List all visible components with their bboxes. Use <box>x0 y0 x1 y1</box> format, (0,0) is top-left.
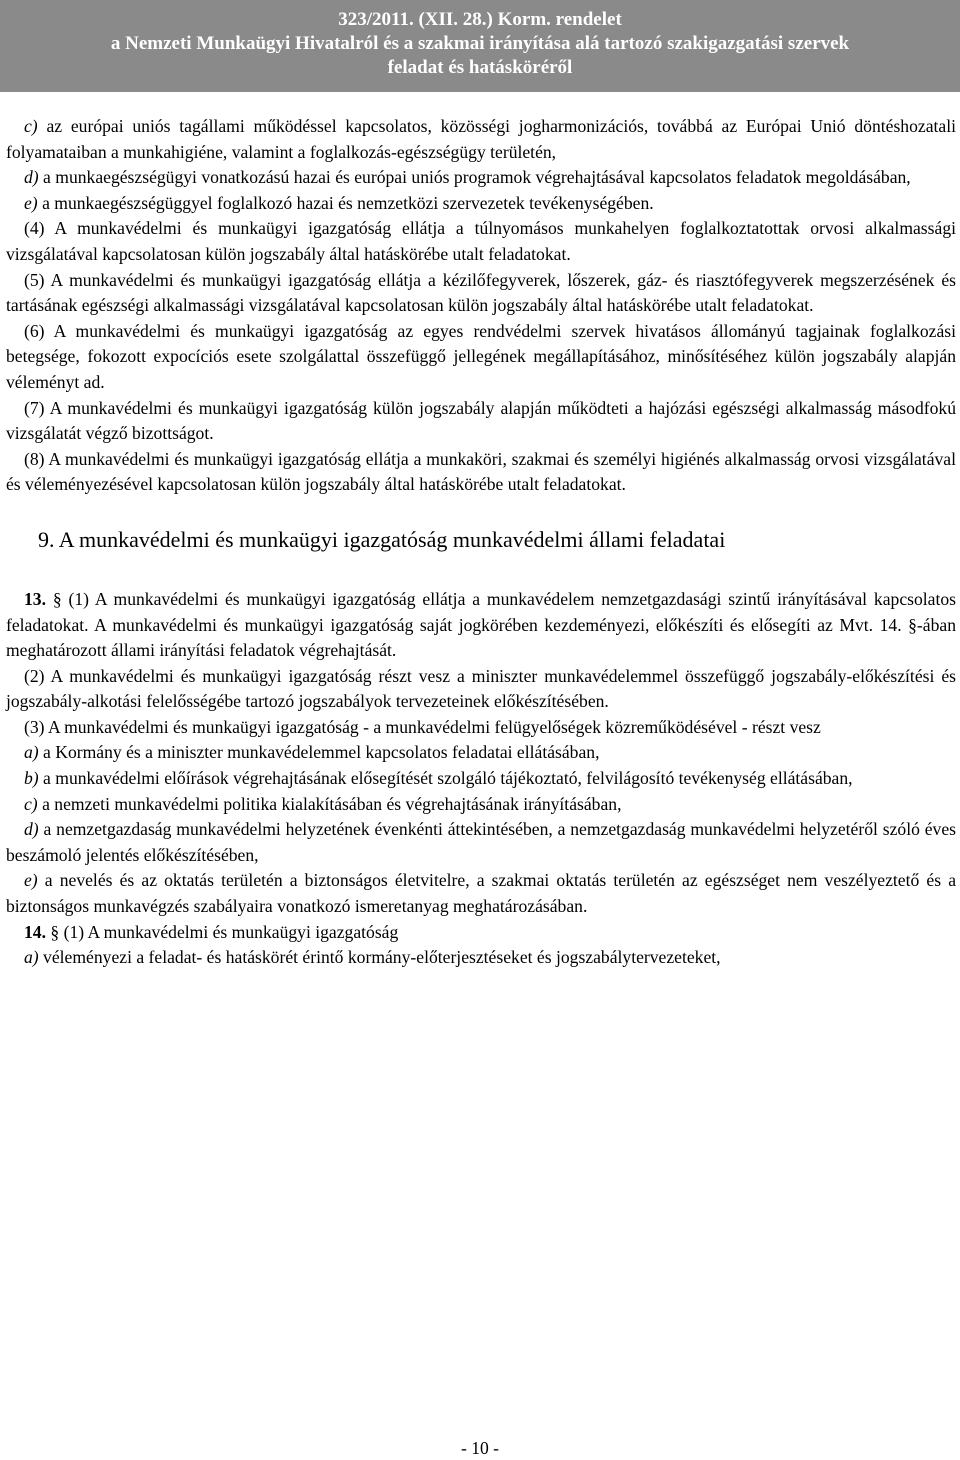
item-label: e) <box>24 870 38 891</box>
header-line-1: 323/2011. (XII. 28.) Korm. rendelet <box>338 9 622 30</box>
paragraph-c <box>6 114 956 165</box>
item-text: a munkaegészségügyi vonatkozású hazai és európai uniós programok végrehajtásával kapcsolatos feladatok megoldásában, <box>38 167 911 188</box>
paragraph-8: (8) A munkavédelmi és munkaügyi igazgatóság ellátja a munkaköri, szakmai és személyi higiénés alkalmasság orvosi vizsgálatával és véleményezésével kapcsolatosan külön jogszabály által hatáskörébe utalt feladatokat. <box>6 448 956 495</box>
section-13-item-e <box>6 868 956 919</box>
item-text: a Kormány és a miniszter munkavédelemmel kapcsolatos feladatai ellátásában, <box>38 742 600 763</box>
section-number: 13. <box>24 588 46 609</box>
document-header <box>0 0 960 92</box>
item-text: a nemzeti munkavédelmi politika kialakításában és végrehajtásának irányításában, <box>37 793 622 814</box>
item-label: b) <box>24 768 39 789</box>
section-number: 14. <box>24 921 46 942</box>
section-14-item-a <box>6 945 956 971</box>
section-13-item-c <box>6 792 956 818</box>
page-number: - 10 - <box>460 1438 500 1458</box>
header-line-2: a Nemzeti Munkaügyi Hivatalról és a szakmai irányítása alá tartozó szakigazgatási szervek <box>110 33 850 54</box>
item-label: c) <box>24 116 38 136</box>
item-label: d) <box>24 167 39 188</box>
paragraph-5: (5) A munkavédelmi és munkaügyi igazgatóság ellátja a kézilőfegyverek, lőszerek, gáz- és riasztófegyverek megszerzésének és tartásának egészségi alkalmassági vizsgálatával kapcsolatosan külön jogszabály által hatáskörébe utalt feladatokat. <box>6 269 956 316</box>
paragraph-4: (4) A munkavédelmi és munkaügyi igazgatóság ellátja a túlnyomásos munkahelyen foglalkoztatottak orvosi alkalmassági vizsgálatával kapcsolatosan külön jogszabály által hatáskörébe utalt feladatokat. <box>6 218 956 264</box>
header-line-3: feladat és hatásköréről <box>387 57 573 78</box>
section-13-paragraph-1 <box>6 587 956 664</box>
paragraph-e <box>6 191 956 217</box>
item-label: d) <box>24 819 39 840</box>
item-label: c) <box>24 793 38 814</box>
section-13-item-a <box>6 740 956 766</box>
section-title: 9. A munkavédelmi és munkaügyi igazgatóság munkavédelmi állami feladatai <box>38 526 726 552</box>
item-text: a nemzetgazdaság munkavédelmi helyzetének évenkénti áttekintésében, a nemzetgazdaság munkavédelmi helyzetéről szóló éves beszámoló jelentés előkészítésében, <box>6 819 956 865</box>
item-text: a nevelés és az oktatás területén a biztonságos életvitelre, a szakmai oktatás területén az egészséget nem veszélyeztető és a biztonságos munkavégzés szabályaira vonatkozó ismeretanyag meghatározásában. <box>6 870 956 917</box>
paragraph-6: (6) A munkavédelmi és munkaügyi igazgatóság az egyes rendvédelmi szervek hivatásos állományú tagjainak foglalkozási betegsége, fokozott expocíciós esete szolgálattal összefüggő jellegének megállapításához, minősítéséhez külön jogszabály alapján véleményt ad. <box>6 320 956 392</box>
item-text: a munkaegészségüggyel foglalkozó hazai és nemzetközi szervezetek tevékenységében. <box>37 192 654 213</box>
document-body <box>6 114 956 971</box>
item-label: a) <box>24 742 39 763</box>
paragraph-text: § (1) A munkavédelmi és munkaügyi igazgatóság <box>46 921 399 942</box>
paragraph-text: § (1) A munkavédelmi és munkaügyi igazgatóság ellátja a munkavédelem nemzetgazdasági szintű irányításával kapcsolatos feladatokat. A munkavédelmi és munkaügyi igazgatóság saját jogkörében kezdeményezi, előkészíti és elősegíti az Mvt. 14. §-ában meghatározott állami irányítási feladatok végrehajtását. <box>6 588 956 661</box>
section-14-paragraph-1 <box>6 920 956 946</box>
section-13-paragraph-3: (3) A munkavédelmi és munkaügyi igazgatóság - a munkavédelmi felügyelőségek közreműködésével - részt vesz <box>24 716 821 737</box>
item-text: az európai uniós tagállami működéssel kapcsolatos, közösségi jogharmonizációs, továbbá az Európai Unió döntéshozatali folyamataiban a munkahigiéne, valamint a foglalkozás-egészségügy területén, <box>6 116 956 162</box>
item-label: e) <box>24 192 38 213</box>
section-13-item-b <box>6 766 956 792</box>
item-text: a munkavédelmi előírások végrehajtásának elősegítését szolgáló tájékoztató, felvilágosító tevékenység ellátásában, <box>38 768 853 789</box>
item-text: véleményezi a feladat- és hatáskörét érintő kormány-előterjesztéseket és jogszabálytervezeteket, <box>38 947 721 968</box>
item-label: a) <box>24 947 39 968</box>
section-13-item-d <box>6 817 956 868</box>
paragraph-7: (7) A munkavédelmi és munkaügyi igazgatóság külön jogszabály alapján működteti a hajózási egészségi alkalmasság másodfokú vizsgálatát végző bizottságot. <box>6 397 956 444</box>
section-13-paragraph-2: (2) A munkavédelmi és munkaügyi igazgatóság részt vesz a miniszter munkavédelemmel összefüggő jogszabály-előkészítési és jogszabály-alkotási felelősségébe tartozó jogszabályok tervezeteinek előkészítésében. <box>6 665 956 712</box>
paragraph-d <box>6 165 956 191</box>
